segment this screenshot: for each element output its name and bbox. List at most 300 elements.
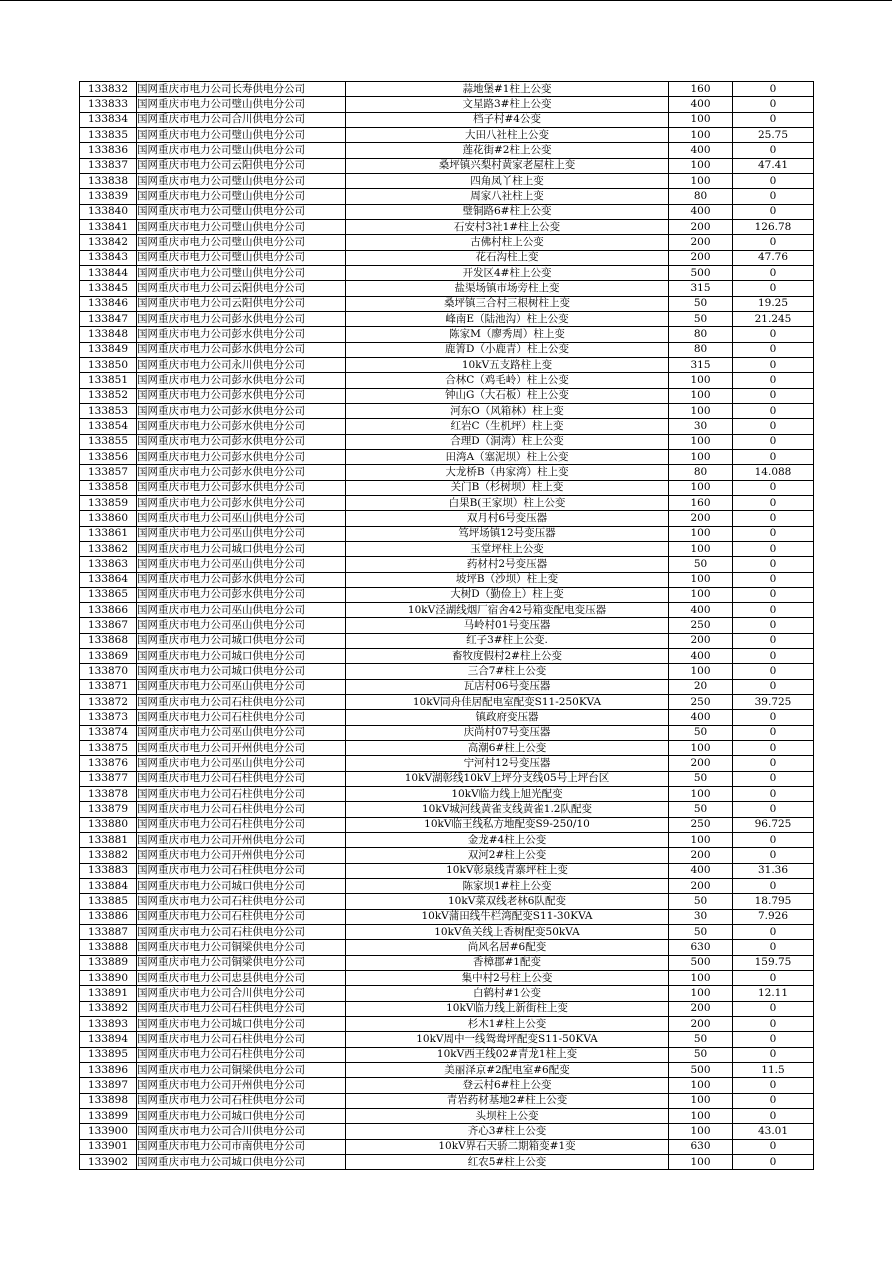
cell-capacity: 50: [669, 311, 733, 326]
cell-capacity: 100: [669, 480, 733, 495]
cell-name: 10kV周中一线鸳鸯坪配变S11-50KVA: [346, 1032, 669, 1047]
cell-name: 宁河村12号变压器: [346, 756, 669, 771]
cell-value: 0: [733, 112, 814, 127]
cell-value: 0: [733, 1139, 814, 1154]
cell-name: 大田八社柱上公变: [346, 127, 669, 142]
cell-name: 10kV五支路柱上变: [346, 357, 669, 372]
cell-id: 133896: [80, 1063, 137, 1078]
cell-id: 133889: [80, 955, 137, 970]
table-row: [80, 480, 814, 495]
cell-company: 国网重庆市电力公司城口供电分公司: [137, 1017, 346, 1032]
cell-capacity: 80: [669, 465, 733, 480]
table-row: [80, 787, 814, 802]
cell-name: 白鹤村#1公变: [346, 986, 669, 1001]
cell-name: 合理D（洞湾）柱上公变: [346, 434, 669, 449]
cell-company: 国网重庆市电力公司巫山供电分公司: [137, 725, 346, 740]
cell-capacity: 100: [669, 1108, 733, 1123]
cell-company: 国网重庆市电力公司璧山供电分公司: [137, 173, 346, 188]
cell-name: 莲花街#2柱上公变: [346, 143, 669, 158]
cell-value: 0: [733, 357, 814, 372]
cell-name: 镇政府变压器: [346, 710, 669, 725]
data-table: [79, 81, 814, 1170]
cell-company: 国网重庆市电力公司璧山供电分公司: [137, 143, 346, 158]
cell-value: 0: [733, 587, 814, 602]
cell-name: 红岩C（生机坪）柱上变: [346, 419, 669, 434]
cell-name: 青岩药材基地2#柱上公变: [346, 1093, 669, 1108]
cell-capacity: 30: [669, 419, 733, 434]
cell-value: 0: [733, 1154, 814, 1169]
cell-company: 国网重庆市电力公司彭水供电分公司: [137, 449, 346, 464]
cell-name: 田湾A（塞泥坝）柱上公变: [346, 449, 669, 464]
cell-name: 红子3#柱上公变.: [346, 633, 669, 648]
cell-id: 133886: [80, 909, 137, 924]
cell-id: 133863: [80, 557, 137, 572]
table-row: [80, 618, 814, 633]
cell-company: 国网重庆市电力公司石柱供电分公司: [137, 710, 346, 725]
cell-company: 国网重庆市电力公司石柱供电分公司: [137, 909, 346, 924]
table-row: [80, 541, 814, 556]
cell-company: 国网重庆市电力公司石柱供电分公司: [137, 695, 346, 710]
cell-value: 39.725: [733, 695, 814, 710]
cell-capacity: 400: [669, 97, 733, 112]
cell-company: 国网重庆市电力公司石柱供电分公司: [137, 863, 346, 878]
cell-capacity: 250: [669, 817, 733, 832]
cell-company: 国网重庆市电力公司巫山供电分公司: [137, 511, 346, 526]
table-row: [80, 679, 814, 694]
cell-name: 10kV菜双线老林6队配变: [346, 894, 669, 909]
cell-company: 国网重庆市电力公司开州供电分公司: [137, 1078, 346, 1093]
cell-name: 杉木1#柱上公变: [346, 1017, 669, 1032]
cell-capacity: 100: [669, 158, 733, 173]
cell-capacity: 50: [669, 725, 733, 740]
table-row: [80, 833, 814, 848]
cell-capacity: 100: [669, 986, 733, 1001]
table-row: [80, 495, 814, 510]
cell-name: 陈家M（廖秀周）柱上变: [346, 327, 669, 342]
cell-name: 峰南E（陆池沟）柱上公变: [346, 311, 669, 326]
cell-company: 国网重庆市电力公司石柱供电分公司: [137, 771, 346, 786]
cell-id: 133869: [80, 649, 137, 664]
table-row: [80, 158, 814, 173]
cell-capacity: 100: [669, 787, 733, 802]
table-row: [80, 741, 814, 756]
cell-company: 国网重庆市电力公司铜梁供电分公司: [137, 1063, 346, 1078]
table-row: [80, 112, 814, 127]
cell-company: 国网重庆市电力公司璧山供电分公司: [137, 265, 346, 280]
cell-company: 国网重庆市电力公司城口供电分公司: [137, 649, 346, 664]
cell-value: 0: [733, 82, 814, 97]
cell-capacity: 100: [669, 1078, 733, 1093]
table-row: [80, 771, 814, 786]
cell-company: 国网重庆市电力公司彭水供电分公司: [137, 373, 346, 388]
table-row: [80, 649, 814, 664]
cell-id: 133899: [80, 1108, 137, 1123]
table-row: [80, 1047, 814, 1062]
cell-value: 0: [733, 971, 814, 986]
cell-id: 133855: [80, 434, 137, 449]
cell-value: 96.725: [733, 817, 814, 832]
cell-id: 133845: [80, 281, 137, 296]
cell-id: 133860: [80, 511, 137, 526]
cell-company: 国网重庆市电力公司彭水供电分公司: [137, 495, 346, 510]
cell-company: 国网重庆市电力公司彭水供电分公司: [137, 572, 346, 587]
cell-id: 133883: [80, 863, 137, 878]
table-row: [80, 1032, 814, 1047]
cell-id: 133861: [80, 526, 137, 541]
cell-value: 47.76: [733, 250, 814, 265]
cell-capacity: 50: [669, 894, 733, 909]
cell-name: 盐渠场镇市场旁柱上变: [346, 281, 669, 296]
cell-id: 133843: [80, 250, 137, 265]
cell-value: 0: [733, 1001, 814, 1016]
cell-name: 10kV城河线黄雀支线黄雀1.2队配变: [346, 802, 669, 817]
cell-name: 坡坪B（沙坝）柱上变: [346, 572, 669, 587]
cell-name: 10kV西王线02#青龙1柱上变: [346, 1047, 669, 1062]
cell-id: 133862: [80, 541, 137, 556]
cell-company: 国网重庆市电力公司巫山供电分公司: [137, 679, 346, 694]
cell-company: 国网重庆市电力公司铜梁供电分公司: [137, 940, 346, 955]
table-row: [80, 357, 814, 372]
cell-capacity: 400: [669, 603, 733, 618]
cell-name: 大龙桥B（冉家湾）柱上变: [346, 465, 669, 480]
cell-value: 0: [733, 419, 814, 434]
table-row: [80, 633, 814, 648]
cell-company: 国网重庆市电力公司开州供电分公司: [137, 741, 346, 756]
cell-company: 国网重庆市电力公司石柱供电分公司: [137, 787, 346, 802]
cell-capacity: 100: [669, 112, 733, 127]
cell-name: 陈家坝1#柱上公变: [346, 879, 669, 894]
table-row: [80, 1093, 814, 1108]
cell-id: 133844: [80, 265, 137, 280]
cell-company: 国网重庆市电力公司石柱供电分公司: [137, 1093, 346, 1108]
cell-name: 四角凤丫柱上变: [346, 173, 669, 188]
cell-id: 133846: [80, 296, 137, 311]
cell-capacity: 160: [669, 495, 733, 510]
cell-capacity: 200: [669, 756, 733, 771]
cell-value: 0: [733, 1017, 814, 1032]
cell-name: 合林C（鸡毛岭）柱上公变: [346, 373, 669, 388]
cell-id: 133852: [80, 388, 137, 403]
cell-capacity: 100: [669, 971, 733, 986]
cell-company: 国网重庆市电力公司彭水供电分公司: [137, 388, 346, 403]
table-row: [80, 710, 814, 725]
cell-capacity: 200: [669, 511, 733, 526]
cell-capacity: 50: [669, 802, 733, 817]
cell-id: 133898: [80, 1093, 137, 1108]
table-row: [80, 526, 814, 541]
cell-company: 国网重庆市电力公司市南供电分公司: [137, 1139, 346, 1154]
cell-name: 10kV湖彰线10kV上坪分支线05号上坪台区: [346, 771, 669, 786]
cell-value: 0: [733, 603, 814, 618]
cell-value: 31.36: [733, 863, 814, 878]
table-row: [80, 695, 814, 710]
cell-id: 133858: [80, 480, 137, 495]
table-row: [80, 265, 814, 280]
cell-id: 133838: [80, 173, 137, 188]
table-row: [80, 925, 814, 940]
cell-name: 档子村#4公变: [346, 112, 669, 127]
cell-name: 白果B(王家坝）柱上公变: [346, 495, 669, 510]
cell-id: 133888: [80, 940, 137, 955]
table-row: [80, 587, 814, 602]
cell-value: 11.5: [733, 1063, 814, 1078]
table-row: [80, 449, 814, 464]
cell-value: 126.78: [733, 219, 814, 234]
cell-value: 0: [733, 204, 814, 219]
table-row: [80, 940, 814, 955]
table-row: [80, 250, 814, 265]
cell-value: 0: [733, 403, 814, 418]
cell-name: 河东O（风箱林）柱上变: [346, 403, 669, 418]
cell-value: 0: [733, 1047, 814, 1062]
table-row: [80, 603, 814, 618]
cell-company: 国网重庆市电力公司城口供电分公司: [137, 1154, 346, 1169]
cell-capacity: 100: [669, 127, 733, 142]
cell-capacity: 200: [669, 1001, 733, 1016]
cell-value: 14.088: [733, 465, 814, 480]
cell-value: 0: [733, 526, 814, 541]
table-row: [80, 1154, 814, 1169]
table-row: [80, 879, 814, 894]
cell-name: 10kV界石天骄二期箱变#1变: [346, 1139, 669, 1154]
cell-id: 133857: [80, 465, 137, 480]
cell-id: 133870: [80, 664, 137, 679]
cell-id: 133872: [80, 695, 137, 710]
cell-company: 国网重庆市电力公司璧山供电分公司: [137, 97, 346, 112]
cell-name: 香樟郡#1配变: [346, 955, 669, 970]
cell-capacity: 400: [669, 710, 733, 725]
cell-capacity: 100: [669, 403, 733, 418]
table-row: [80, 419, 814, 434]
cell-value: 25.75: [733, 127, 814, 142]
table-row: [80, 1017, 814, 1032]
cell-name: 瓦店村06号变压器: [346, 679, 669, 694]
cell-id: 133868: [80, 633, 137, 648]
cell-value: 0: [733, 173, 814, 188]
cell-company: 国网重庆市电力公司石柱供电分公司: [137, 817, 346, 832]
cell-company: 国网重庆市电力公司巫山供电分公司: [137, 756, 346, 771]
table-row: [80, 725, 814, 740]
cell-id: 133835: [80, 127, 137, 142]
cell-company: 国网重庆市电力公司忠县供电分公司: [137, 971, 346, 986]
cell-company: 国网重庆市电力公司开州供电分公司: [137, 833, 346, 848]
cell-name: 金龙#4柱上公变: [346, 833, 669, 848]
cell-capacity: 100: [669, 572, 733, 587]
cell-company: 国网重庆市电力公司云阳供电分公司: [137, 296, 346, 311]
cell-id: 133854: [80, 419, 137, 434]
cell-name: 桑坪镇兴梨村黄家老屋柱上变: [346, 158, 669, 173]
table-row: [80, 572, 814, 587]
cell-company: 国网重庆市电力公司合川供电分公司: [137, 1124, 346, 1139]
table-row: [80, 373, 814, 388]
cell-capacity: 50: [669, 557, 733, 572]
cell-id: 133832: [80, 82, 137, 97]
cell-id: 133856: [80, 449, 137, 464]
cell-value: 0: [733, 495, 814, 510]
cell-name: 10kV泾湖线烟厂宿舍42号箱变配电变压器: [346, 603, 669, 618]
cell-id: 133864: [80, 572, 137, 587]
cell-value: 0: [733, 710, 814, 725]
cell-name: 开发区4#柱上公变: [346, 265, 669, 280]
cell-id: 133901: [80, 1139, 137, 1154]
cell-name: 三合7#柱上公变: [346, 664, 669, 679]
cell-company: 国网重庆市电力公司巫山供电分公司: [137, 603, 346, 618]
cell-name: 文星路3#柱上公变: [346, 97, 669, 112]
cell-id: 133877: [80, 771, 137, 786]
table-row: [80, 311, 814, 326]
cell-name: 高潮6#柱上公变: [346, 741, 669, 756]
cell-value: 0: [733, 281, 814, 296]
cell-id: 133892: [80, 1001, 137, 1016]
cell-name: 鹿箐D（小鹿青）柱上公变: [346, 342, 669, 357]
cell-id: 133841: [80, 219, 137, 234]
cell-company: 国网重庆市电力公司彭水供电分公司: [137, 327, 346, 342]
cell-company: 国网重庆市电力公司巫山供电分公司: [137, 557, 346, 572]
cell-id: 133834: [80, 112, 137, 127]
cell-id: 133867: [80, 618, 137, 633]
cell-id: 133897: [80, 1078, 137, 1093]
cell-name: 尚风名居#6配变: [346, 940, 669, 955]
cell-name: 10kV临力线上新街柱上变: [346, 1001, 669, 1016]
table-row: [80, 848, 814, 863]
table-row: [80, 281, 814, 296]
cell-name: 10kV彰泉线青寨坪柱上变: [346, 863, 669, 878]
cell-id: 133891: [80, 986, 137, 1001]
cell-company: 国网重庆市电力公司铜梁供电分公司: [137, 955, 346, 970]
cell-name: 庆尚村07号变压器: [346, 725, 669, 740]
cell-value: 0: [733, 1108, 814, 1123]
cell-id: 133853: [80, 403, 137, 418]
cell-capacity: 100: [669, 1093, 733, 1108]
cell-company: 国网重庆市电力公司开州供电分公司: [137, 848, 346, 863]
cell-company: 国网重庆市电力公司石柱供电分公司: [137, 894, 346, 909]
table-row: [80, 971, 814, 986]
cell-capacity: 100: [669, 373, 733, 388]
cell-company: 国网重庆市电力公司彭水供电分公司: [137, 311, 346, 326]
cell-name: 双河2#柱上公变: [346, 848, 669, 863]
table-row: [80, 1001, 814, 1016]
cell-value: 0: [733, 342, 814, 357]
cell-company: 国网重庆市电力公司璧山供电分公司: [137, 189, 346, 204]
table-row: [80, 1063, 814, 1078]
cell-capacity: 100: [669, 741, 733, 756]
cell-id: 133876: [80, 756, 137, 771]
cell-capacity: 20: [669, 679, 733, 694]
cell-value: 0: [733, 940, 814, 955]
cell-name: 双月村6号变压器: [346, 511, 669, 526]
table-row: [80, 189, 814, 204]
cell-capacity: 315: [669, 357, 733, 372]
cell-name: 玉堂坪柱上公变: [346, 541, 669, 556]
cell-value: 7.926: [733, 909, 814, 924]
cell-name: 10kV临王线私方地配变S9-250/10: [346, 817, 669, 832]
cell-capacity: 200: [669, 219, 733, 234]
cell-id: 133859: [80, 495, 137, 510]
cell-value: 0: [733, 664, 814, 679]
table-row: [80, 388, 814, 403]
table-row: [80, 986, 814, 1001]
cell-capacity: 100: [669, 388, 733, 403]
cell-company: 国网重庆市电力公司璧山供电分公司: [137, 127, 346, 142]
cell-name: 蒜地堡#1柱上公变: [346, 82, 669, 97]
cell-value: 0: [733, 802, 814, 817]
table-row: [80, 802, 814, 817]
cell-capacity: 500: [669, 955, 733, 970]
cell-value: 0: [733, 541, 814, 556]
cell-value: 12.11: [733, 986, 814, 1001]
cell-id: 133895: [80, 1047, 137, 1062]
cell-id: 133879: [80, 802, 137, 817]
table-row: [80, 756, 814, 771]
cell-name: 桑坪镇三合村三根树柱上变: [346, 296, 669, 311]
cell-company: 国网重庆市电力公司石柱供电分公司: [137, 1047, 346, 1062]
table-row: [80, 1108, 814, 1123]
cell-id: 133894: [80, 1032, 137, 1047]
cell-value: 0: [733, 373, 814, 388]
cell-name: 齐心3#柱上公变: [346, 1124, 669, 1139]
cell-company: 国网重庆市电力公司合川供电分公司: [137, 986, 346, 1001]
cell-name: 10kV同舟佳居配电室配变S11-250KVA: [346, 695, 669, 710]
cell-value: 0: [733, 649, 814, 664]
cell-capacity: 80: [669, 189, 733, 204]
cell-value: 159.75: [733, 955, 814, 970]
cell-value: 0: [733, 511, 814, 526]
cell-value: 0: [733, 848, 814, 863]
cell-value: 0: [733, 480, 814, 495]
cell-value: 0: [733, 633, 814, 648]
table-row: [80, 1078, 814, 1093]
cell-value: 0: [733, 327, 814, 342]
table-row: [80, 173, 814, 188]
cell-capacity: 80: [669, 342, 733, 357]
cell-name: 红农5#柱上公变: [346, 1154, 669, 1169]
cell-company: 国网重庆市电力公司城口供电分公司: [137, 664, 346, 679]
cell-name: 石安村3社1#柱上公变: [346, 219, 669, 234]
table-row: [80, 127, 814, 142]
cell-id: 133871: [80, 679, 137, 694]
cell-company: 国网重庆市电力公司石柱供电分公司: [137, 802, 346, 817]
cell-company: 国网重庆市电力公司璧山供电分公司: [137, 204, 346, 219]
cell-company: 国网重庆市电力公司长寿供电分公司: [137, 82, 346, 97]
cell-capacity: 100: [669, 664, 733, 679]
cell-company: 国网重庆市电力公司彭水供电分公司: [137, 465, 346, 480]
cell-capacity: 500: [669, 265, 733, 280]
cell-capacity: 100: [669, 173, 733, 188]
cell-id: 133874: [80, 725, 137, 740]
cell-value: 0: [733, 265, 814, 280]
table-row: [80, 511, 814, 526]
table-row: [80, 434, 814, 449]
cell-company: 国网重庆市电力公司彭水供电分公司: [137, 434, 346, 449]
cell-company: 国网重庆市电力公司石柱供电分公司: [137, 925, 346, 940]
cell-value: 0: [733, 449, 814, 464]
cell-value: 0: [733, 557, 814, 572]
cell-company: 国网重庆市电力公司巫山供电分公司: [137, 526, 346, 541]
cell-value: 0: [733, 572, 814, 587]
cell-id: 133875: [80, 741, 137, 756]
cell-capacity: 400: [669, 143, 733, 158]
cell-company: 国网重庆市电力公司城口供电分公司: [137, 633, 346, 648]
cell-id: 133873: [80, 710, 137, 725]
cell-capacity: 400: [669, 863, 733, 878]
table-row: [80, 1124, 814, 1139]
cell-id: 133851: [80, 373, 137, 388]
cell-capacity: 50: [669, 925, 733, 940]
cell-capacity: 50: [669, 1032, 733, 1047]
cell-value: 47.41: [733, 158, 814, 173]
cell-id: 133849: [80, 342, 137, 357]
cell-name: 周家八社柱上变: [346, 189, 669, 204]
